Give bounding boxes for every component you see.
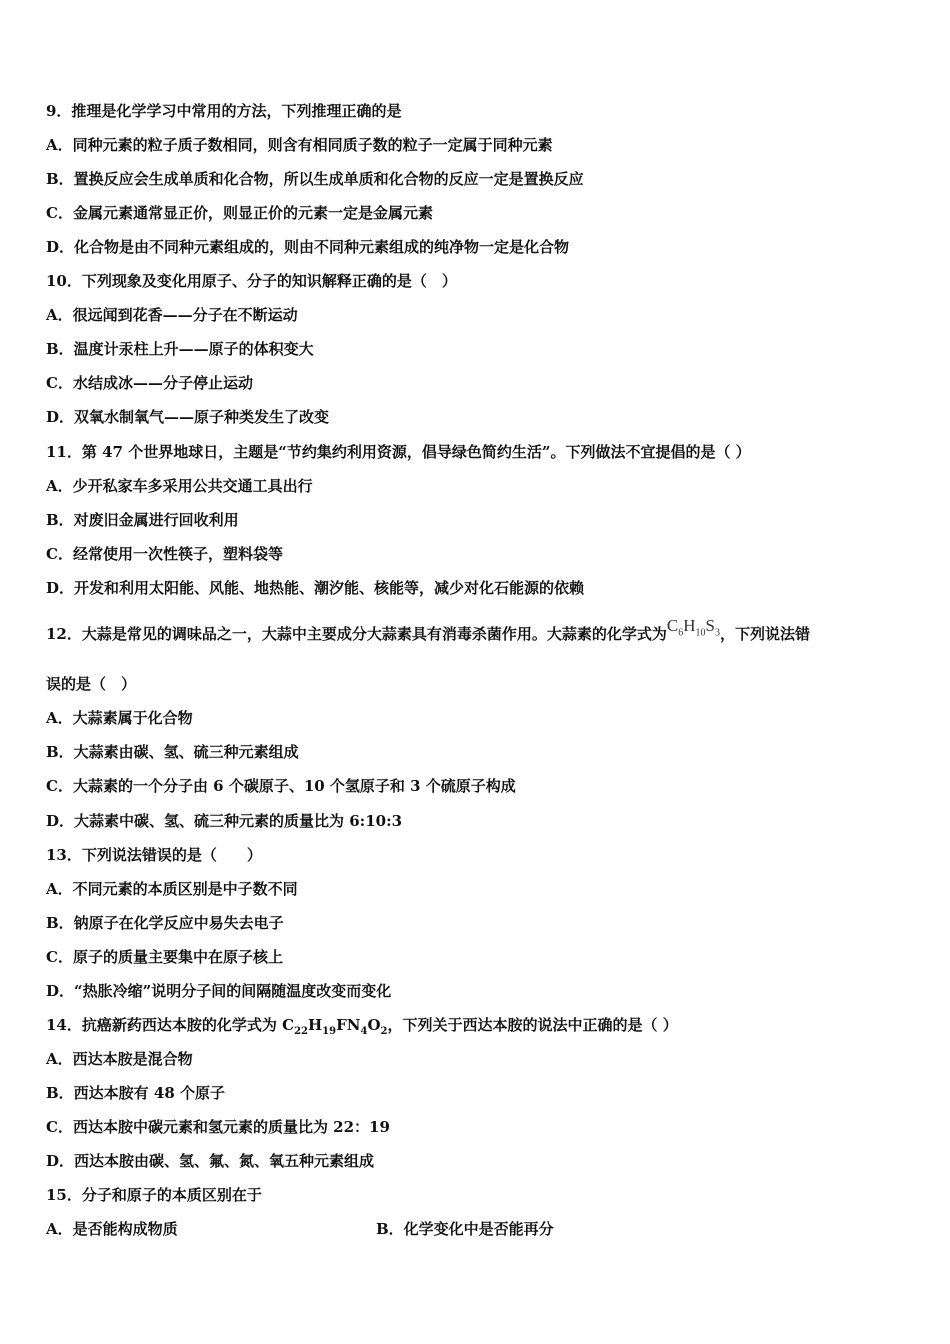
q14-option-a: A．西达本胺是混合物 (46, 1050, 193, 1068)
q12-stem-cont: 误的是（ ） (46, 675, 137, 693)
q14-formula: $C_{22}H_{19}FN_4O_2$ (282, 1016, 388, 1037)
q13-option-c: C．原子的质量主要集中在原子核上 (46, 948, 283, 966)
q10-option-a: A．很远闻到花香——分子在不断运动 (46, 306, 298, 324)
q12-stem-post: ，下列说法错 (719, 625, 810, 643)
q9-option-c: C．金属元素通常显正价，则显正价的元素一定是金属元素 (46, 204, 433, 222)
q13-option-d: D．“热胀冷缩”说明分子间的间隔随温度改变而变化 (46, 982, 392, 1000)
q14-option-c: C．西达本胺中碳元素和氢元素的质量比为 22：19 (46, 1118, 390, 1136)
q14-option-b: B．西达本胺有 48 个原子 (46, 1084, 225, 1102)
q12-formula: $C_6H_{10}S_3$ (666, 616, 720, 639)
q11-option-c: C．经常使用一次性筷子，塑料袋等 (46, 545, 283, 563)
q9-stem: 9．推理是化学学习中常用的方法，下列推理正确的是 (46, 102, 402, 120)
q14-stem-post: ，下列关于西达本胺的说法中正确的是（ ） (387, 1016, 678, 1034)
q15-option-a: A．是否能构成物质 (46, 1220, 178, 1238)
q15-option-b: B．化学变化中是否能再分 (376, 1220, 554, 1238)
q12-stem (46, 616, 810, 651)
q13-option-a: A．不同元素的本质区别是中子数不同 (46, 880, 298, 898)
q11-option-a: A．少开私家车多采用公共交通工具出行 (46, 477, 313, 495)
q9-option-b: B．置换反应会生成单质和化合物，所以生成单质和化合物的反应一定是置换反应 (46, 170, 584, 188)
q11-stem: 11．第 47 个世界地球日，主题是“节约集约利用资源，倡导绿色简约生活”。下列做法不宜提倡的是（ ） (46, 443, 751, 461)
q14-option-d: D．西达本胺由碳、氢、氟、氮、氧五种元素组成 (46, 1152, 375, 1170)
q12-option-d: D．大蒜素中碳、氢、硫三种元素的质量比为 6:10:3 (46, 812, 403, 830)
q13-stem: 13．下列说法错误的是（ ） (46, 846, 262, 864)
q13-option-b: B．钠原子在化学反应中易失去电子 (46, 914, 284, 932)
q14-stem (46, 1015, 678, 1042)
q15-stem: 15．分子和原子的本质区别在于 (46, 1186, 262, 1204)
q10-option-c: C．水结成冰——分子停止运动 (46, 374, 253, 392)
q12-option-c: C．大蒜素的一个分子由 6 个碳原子、10 个氢原子和 3 个硫原子构成 (46, 777, 516, 795)
q10-option-d: D．双氧水制氧气——原子种类发生了改变 (46, 408, 330, 426)
q12-option-a: A．大蒜素属于化合物 (46, 709, 193, 727)
q10-option-b: B．温度计汞柱上升——原子的体积变大 (46, 340, 314, 358)
q12-stem-pre: 12．大蒜是常见的调味品之一，大蒜中主要成分大蒜素具有消毒杀菌作用。大蒜素的化学式为 (46, 625, 667, 643)
q9-option-a: A．同种元素的粒子质子数相同，则含有相同质子数的粒子一定属于同种元素 (46, 136, 553, 154)
q14-stem-pre: 14．抗癌新药西达本胺的化学式为 (46, 1016, 283, 1034)
q12-option-b: B．大蒜素由碳、氢、硫三种元素组成 (46, 743, 299, 761)
q9-option-d: D．化合物是由不同种元素组成的，则由不同种元素组成的纯净物一定是化合物 (46, 238, 570, 256)
q11-option-d: D．开发和利用太阳能、风能、地热能、潮汐能、核能等，减少对化石能源的依赖 (46, 579, 585, 597)
q11-option-b: B．对废旧金属进行回收利用 (46, 511, 239, 529)
q10-stem: 10．下列现象及变化用原子、分子的知识解释正确的是（ ） (46, 272, 457, 290)
